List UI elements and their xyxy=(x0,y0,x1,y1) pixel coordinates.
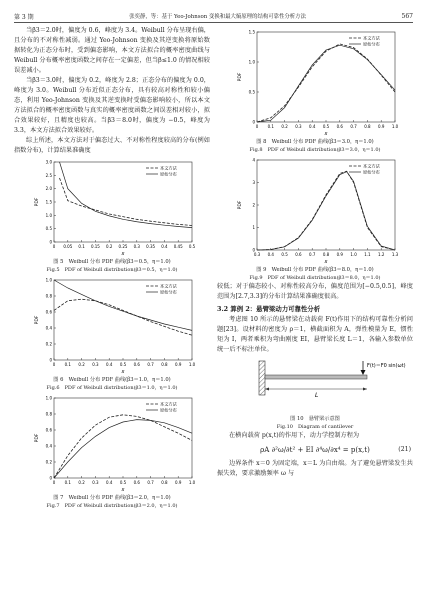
y-tick-label: 1.0 xyxy=(45,277,52,283)
x-tick-label: 0.4 xyxy=(267,252,274,257)
chart-fig7 xyxy=(14,392,210,494)
x-tick-label: 0.6 xyxy=(336,124,343,129)
x-tick-label: 0.3 xyxy=(133,244,140,249)
figure-caption-en: Fig.5 PDF of Weibull distribution(β3＝0.5，η＝1.0) xyxy=(46,267,178,273)
x-tick-label: 1.0 xyxy=(350,252,357,257)
section-heading: 3.2 算例 2：悬臂梁动力可靠性分析 xyxy=(217,305,321,313)
x-tick-label: 0.8 xyxy=(322,252,330,257)
x-tick-label: 0.25 xyxy=(118,244,128,249)
y-tick-label: 4 xyxy=(252,157,255,163)
legend-label: 本文方法 xyxy=(363,163,380,169)
y-axis-label: PDF xyxy=(35,197,40,207)
x-tick-label: 0.6 xyxy=(133,362,140,367)
legend-label: 本文方法 xyxy=(160,401,177,407)
x-tick-label: 0.8 xyxy=(161,362,168,367)
y-tick-label: 0.5 xyxy=(45,226,52,232)
page-number: 567 xyxy=(401,12,413,20)
x-tick-label: 0.3 xyxy=(92,480,99,485)
paragraph: 综上所述，本文方法对于偏态过大、不对称性程度较高的分布(例如指数分布)，计算结果准确度 xyxy=(14,137,210,154)
y-tick-label: 0 xyxy=(252,119,255,125)
y-axis-label: PDF xyxy=(238,200,243,210)
y-tick-label: 2.5 xyxy=(45,172,52,178)
x-tick-label: 0.45 xyxy=(173,244,183,249)
chart-fig5 xyxy=(14,156,210,258)
x-tick-label: 0.4 xyxy=(106,480,113,485)
figure-caption-en: Fig.8 PDF of Weibull distribution(β3＝3.0，η＝1.0) xyxy=(249,147,381,153)
x-tick-label: 0.05 xyxy=(63,244,73,249)
fixed-support xyxy=(259,361,265,395)
x-axis-label: x xyxy=(324,131,328,137)
series-line-1 xyxy=(54,415,192,478)
paragraph: 当β3＝3.0时，偏度为 0.2，峰度为 2.8；正态分布的偏度为 0.0，峰度为 3.0。Weibull 分布近似正态分布，具有较高对称性和较小偏态，利用 Yeo-Johnson 变换及其逆变换时受偏态影响较小，所以本文方法拟合的概率密度函数与真实的概率密度函数之间误差相对较小，拟合效果较好，且精度也较高。当β3＝8.0时，偏度为 −0.5，峰度为 3.3，本文方法拟合效果较好。 xyxy=(14,77,210,134)
chart-fig8 xyxy=(217,26,413,138)
legend-label: 原始分布 xyxy=(160,171,177,177)
y-axis-label: PDF xyxy=(35,315,40,325)
series-line-2 xyxy=(257,172,395,250)
x-tick-label: 0.2 xyxy=(78,480,85,485)
x-tick-label: 0 xyxy=(52,362,56,367)
beam xyxy=(265,375,367,379)
figure-caption: 图 5 Weibull 分布 PDF 曲线(β3＝0.5，η＝1.0) xyxy=(53,259,171,265)
figure-caption: 图 9 Weibull 分布 PDF 曲线(β3＝8.0，η＝1.0) xyxy=(256,267,374,273)
x-axis-label: x xyxy=(121,251,125,257)
legend-label: 原始分布 xyxy=(160,407,177,413)
figure-caption: 图 6 Weibull 分布 PDF 曲线(β3＝1.0，η＝1.0) xyxy=(53,377,171,383)
x-tick-label: 0.1 xyxy=(78,244,85,249)
y-tick-label: 0.2 xyxy=(45,341,52,347)
legend-label: 原始分布 xyxy=(363,169,380,175)
y-tick-label: 1.5 xyxy=(45,199,52,205)
x-tick-label: 0.7 xyxy=(350,124,357,129)
x-tick-label: 0.5 xyxy=(322,124,330,129)
x-tick-label: 0.15 xyxy=(90,244,100,249)
force-label: F(t)＝F0 sin(ωt) xyxy=(367,363,406,369)
paragraph: 当β3＝2.0时，偏度为 0.6，峰度为 3.4。Weibull 分布呈现右偏，且分布的不对称性减弱。通过 Yeo-Johnson 变换及其逆变换将原始数据转化为正态分布时，受到偏态影响，本文方法拟合的概率密度曲线与 Weibull 分布概率密度函数之间存在一定偏差，但当β≤1.0 的情况相较误差减小。 xyxy=(14,27,210,74)
x-tick-label: 0.6 xyxy=(295,252,302,257)
page-header xyxy=(14,10,413,23)
y-axis-label: PDF xyxy=(238,72,243,82)
x-tick-label: 0.5 xyxy=(281,252,288,257)
issue-label: 第 3 期 xyxy=(14,13,34,21)
x-tick-label: 1.2 xyxy=(378,252,385,257)
y-tick-label: 0.6 xyxy=(45,427,52,433)
series-line-2 xyxy=(257,45,395,122)
y-tick-label: 3.0 xyxy=(45,159,52,165)
series-line-1 xyxy=(60,178,192,225)
x-axis-label: x xyxy=(121,369,125,375)
series-line-1 xyxy=(54,299,192,335)
series-line-1 xyxy=(257,171,395,250)
figure-5 xyxy=(14,156,210,274)
figure-10 xyxy=(217,357,413,431)
y-axis-label: PDF xyxy=(35,433,40,443)
x-tick-label: 1.1 xyxy=(364,252,371,257)
legend-label: 本文方法 xyxy=(363,35,380,41)
figure-caption: 图 10 悬臂梁示意图 xyxy=(290,416,340,422)
figure-caption-en: Fig.10 Diagram of cantilever xyxy=(276,424,354,430)
y-tick-label: 0.8 xyxy=(45,411,52,417)
figure-6 xyxy=(14,274,210,392)
figure-caption: 图 7 Weibull 分布 PDF 曲线(β3＝2.0，η＝1.0) xyxy=(53,495,171,501)
figure-8 xyxy=(217,26,413,154)
y-tick-label: 1 xyxy=(252,225,255,230)
y-tick-label: 0.4 xyxy=(45,325,52,331)
x-tick-label: 0.3 xyxy=(92,362,99,367)
cantilever-diagram xyxy=(217,357,413,415)
y-tick-label: 0 xyxy=(49,475,52,481)
paragraph: 在横向载荷 p(x,t)的作用下，动力学控制方程为 xyxy=(229,432,360,439)
legend-label: 本文方法 xyxy=(160,165,177,171)
length-label: L xyxy=(315,392,319,399)
paragraph: 考虑图 10 所示的悬臂梁在动载荷 F(t)作用下的结构可靠性分析问题[23]。设材料的密度为 ρ＝1，横截面积为 A，弹性模量为 E，惯性矩为 I，两者乘积为弯曲刚度 EI，悬臂梁长度 L＝1，各输入参数单位统一后不标注单位。 xyxy=(217,316,413,353)
x-tick-label: 0.3 xyxy=(295,124,302,129)
figure-caption-en: Fig.6 PDF of Weibull distribution(β3＝1.0，η＝1.0) xyxy=(46,385,178,391)
x-tick-label: 0.2 xyxy=(281,124,288,129)
x-axis-label: x xyxy=(324,259,328,265)
x-tick-label: 0.9 xyxy=(175,362,182,367)
x-tick-label: 0 xyxy=(52,480,56,485)
y-tick-label: 0.6 xyxy=(45,309,52,315)
y-tick-label: 2.0 xyxy=(45,186,52,192)
y-tick-label: 0.2 xyxy=(45,459,52,465)
x-tick-label: 0.4 xyxy=(106,362,113,367)
x-tick-label: 0.6 xyxy=(133,480,140,485)
equation-21 xyxy=(217,445,413,455)
x-tick-label: 0.2 xyxy=(106,244,113,249)
series-line-1 xyxy=(257,44,395,122)
y-tick-label: 1.5 xyxy=(248,29,255,35)
y-tick-label: 0 xyxy=(252,247,255,253)
y-tick-label: 0.8 xyxy=(45,293,52,299)
y-tick-label: 3 xyxy=(252,180,255,185)
paragraph: 较低；对于偏态较小、对称性较高分布，偏度范围为[−0.5,0.5]，峰度范围为[2.7,3.3]的分布计算结果准确度很高。 xyxy=(217,283,413,300)
x-tick-label: 1.0 xyxy=(188,480,196,485)
x-tick-label: 0.1 xyxy=(64,362,71,367)
x-axis-label: x xyxy=(121,487,125,493)
x-tick-label: 0.8 xyxy=(161,480,168,485)
figure-7 xyxy=(14,392,210,510)
equation-number: (21) xyxy=(398,446,411,453)
figure-9 xyxy=(217,154,413,282)
x-tick-label: 0.35 xyxy=(146,244,156,249)
legend-label: 原始分布 xyxy=(160,289,177,295)
x-tick-label: 0 xyxy=(52,244,56,249)
figure-caption: 图 8 Weibull 分布 PDF 曲线(β3＝3.0，η＝1.0) xyxy=(256,139,374,145)
x-tick-label: 0.9 xyxy=(336,252,343,257)
y-tick-label: 1.0 xyxy=(45,395,52,401)
right-column xyxy=(217,26,413,479)
x-tick-label: 0 xyxy=(255,124,259,129)
x-tick-label: 0.7 xyxy=(309,252,316,257)
x-tick-label: 1.3 xyxy=(391,252,399,257)
chart-fig6 xyxy=(14,274,210,376)
paragraph: 边界条件 x＝0 为固定端，x＝L 为自由端。为了避免悬臂梁发生共振失效，要求激励频率 ω 与 xyxy=(217,460,413,477)
figure-caption-en: Fig.9 PDF of Weibull distribution(β3＝8.0，η＝1.0) xyxy=(249,275,381,281)
y-tick-label: 0 xyxy=(49,357,52,363)
x-tick-label: 0.7 xyxy=(147,480,154,485)
x-tick-label: 0.7 xyxy=(147,362,154,367)
y-tick-label: 0.5 xyxy=(248,89,255,95)
x-tick-label: 0.3 xyxy=(253,252,261,257)
x-tick-label: 0.5 xyxy=(188,244,196,249)
legend-label: 本文方法 xyxy=(160,283,177,289)
x-tick-label: 0.4 xyxy=(161,244,168,249)
legend-label: 原始分布 xyxy=(363,41,380,47)
x-tick-label: 0.1 xyxy=(64,480,71,485)
x-tick-label: 0.4 xyxy=(309,124,316,129)
x-tick-label: 1.0 xyxy=(188,362,196,367)
x-tick-label: 0.2 xyxy=(78,362,85,367)
chart-fig9 xyxy=(217,154,413,266)
series-line-2 xyxy=(54,420,192,478)
figure-caption-en: Fig.7 PDF of Weibull distribution(β3＝2.0，η＝1.0) xyxy=(46,503,178,509)
x-tick-label: 0.9 xyxy=(175,480,182,485)
y-tick-label: 1.0 xyxy=(45,212,52,218)
x-tick-label: 0.5 xyxy=(119,480,127,485)
y-tick-label: 0 xyxy=(49,239,52,245)
x-tick-label: 0.8 xyxy=(364,124,371,129)
equation-body: ρA ∂²ω/∂t² + EI ∂⁴ω/∂x⁴ = p(x,t) xyxy=(260,446,370,454)
y-tick-label: 1.0 xyxy=(248,59,255,65)
y-tick-label: 2 xyxy=(252,202,255,208)
force-arrow-head xyxy=(361,370,366,375)
x-tick-label: 0.1 xyxy=(267,124,274,129)
x-tick-label: 0.9 xyxy=(378,124,385,129)
left-column xyxy=(14,26,210,510)
x-tick-label: 1.0 xyxy=(391,124,399,129)
running-title: 张奕静，等：基于 Yeo-Johnson 变换和最大熵原理的结构可靠性分析方法 xyxy=(129,14,306,20)
y-tick-label: 0.4 xyxy=(45,443,52,449)
x-tick-label: 0.5 xyxy=(119,362,127,367)
